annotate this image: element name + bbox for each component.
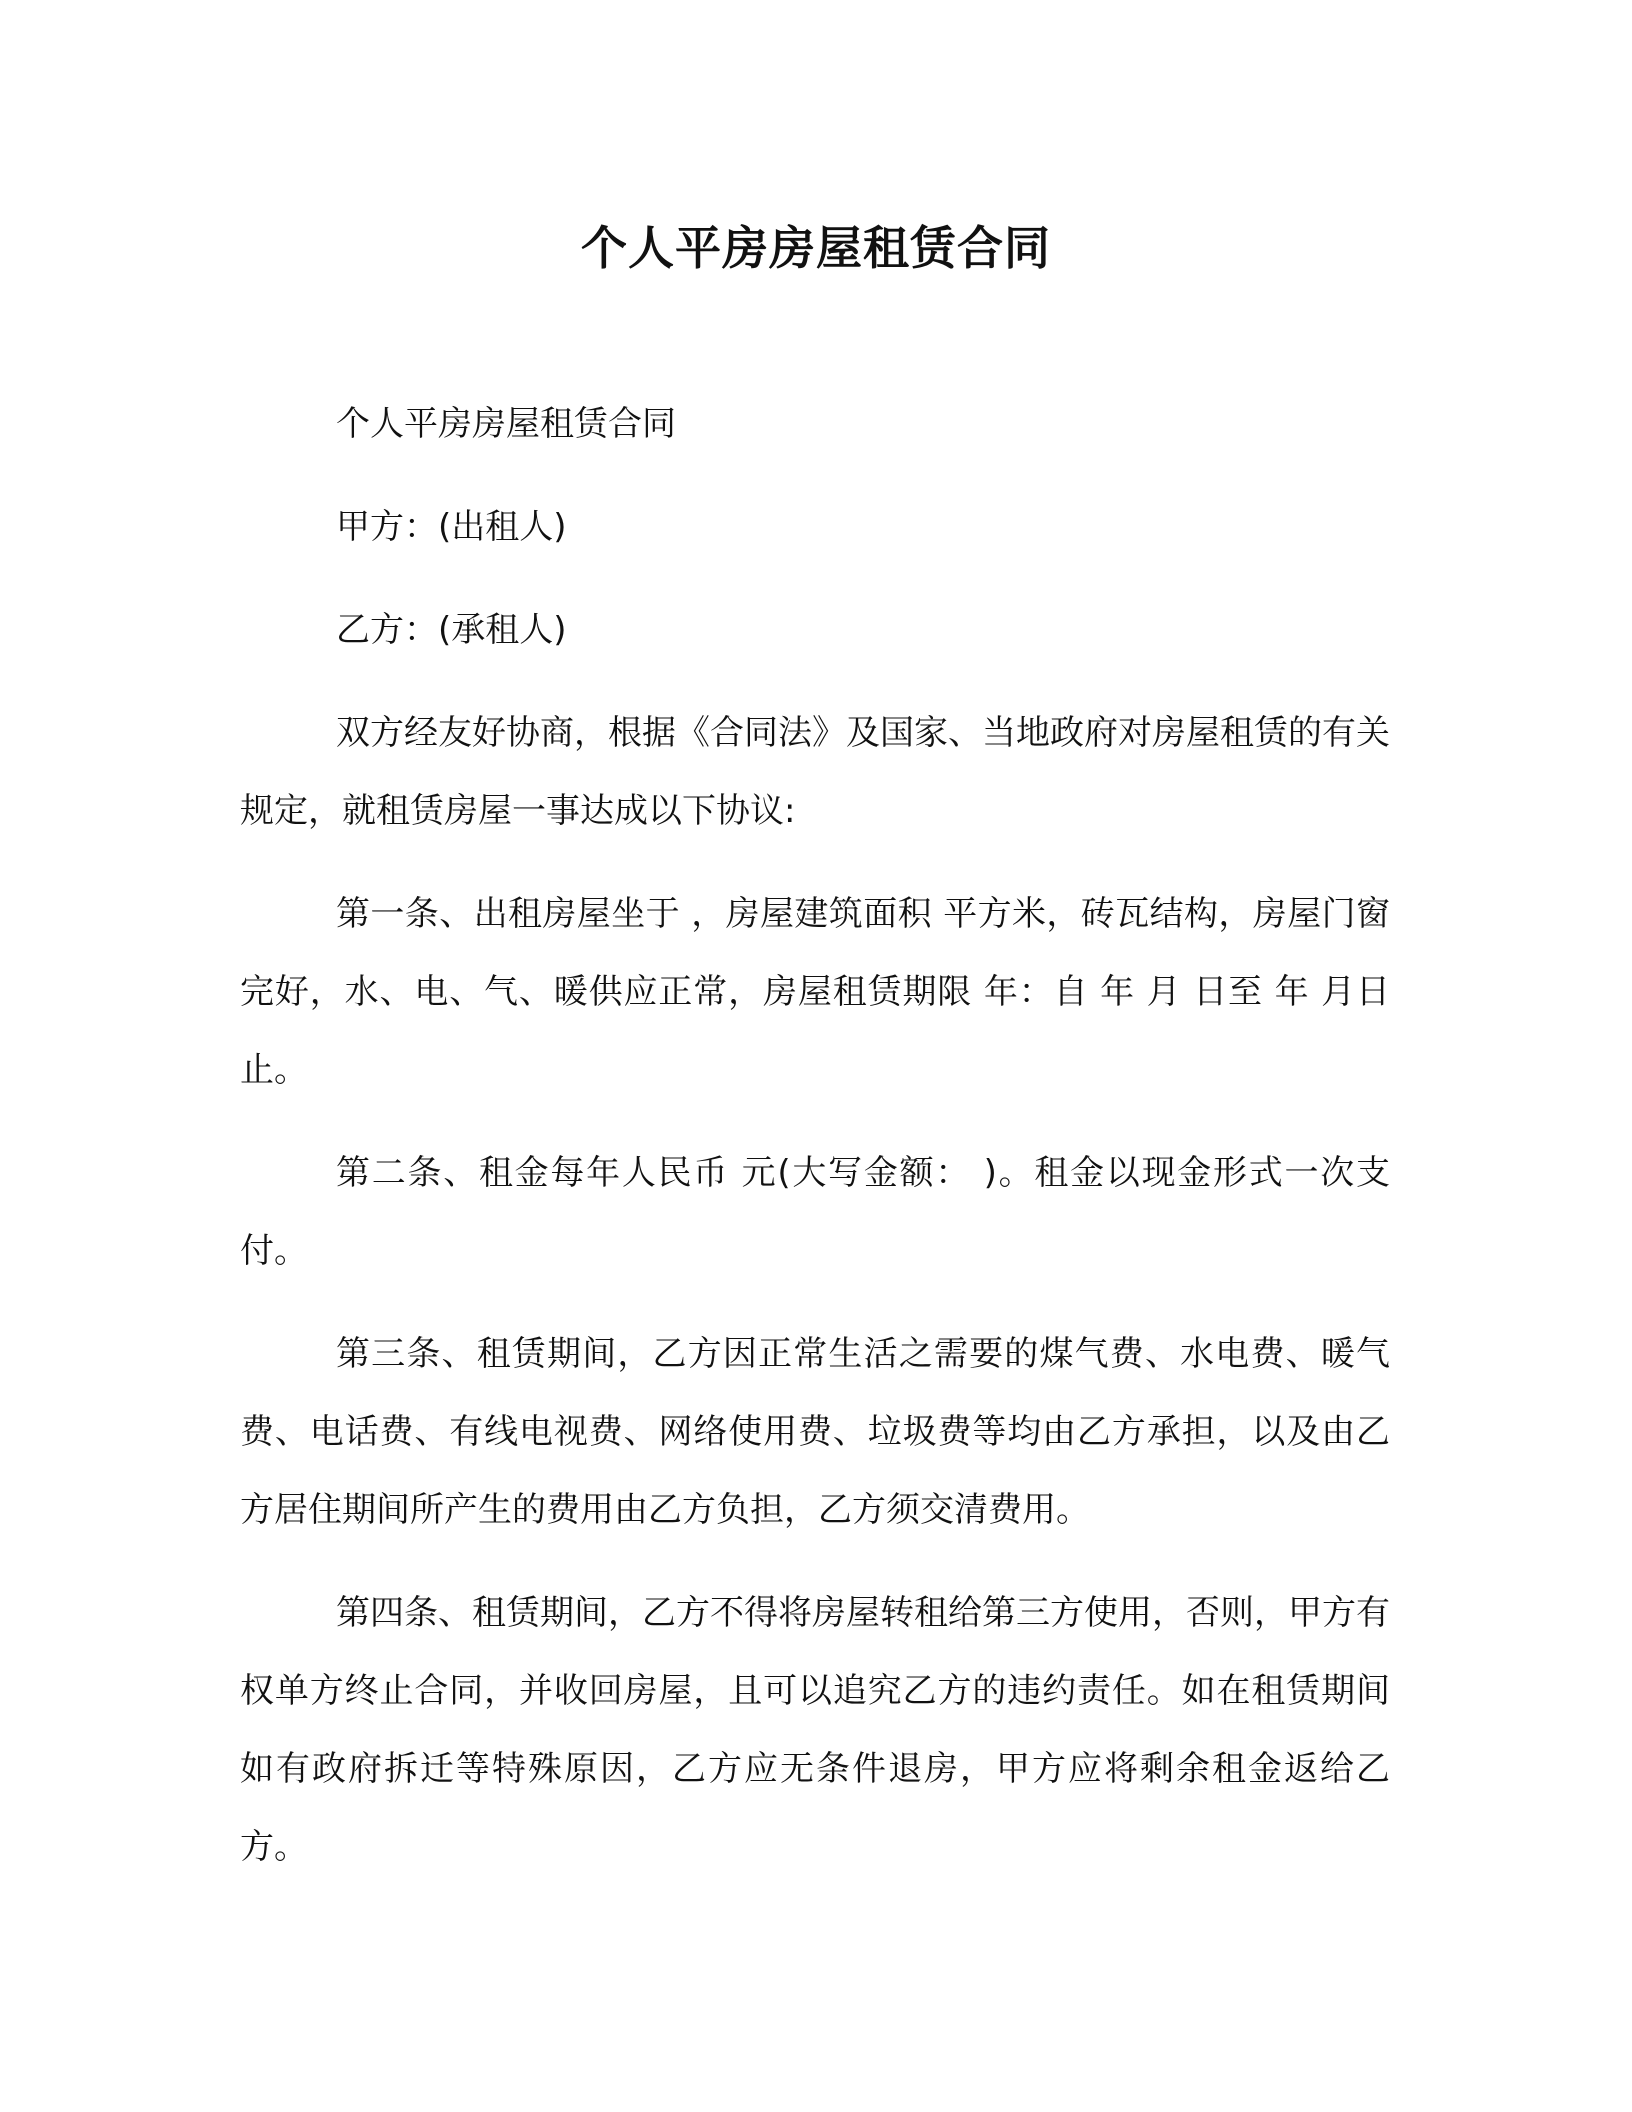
article-1-paragraph: 第一条、出租房屋坐于 ，房屋建筑面积 平方米，砖瓦结构，房屋门窗完好，水、电、气、暖供应正常，房屋租赁期限 年：自 年 月 日至 年 月日止。 <box>240 894 1390 1090</box>
article-4-paragraph: 第四条、租赁期间，乙方不得将房屋转租给第三方使用，否则，甲方有权单方终止合同，并收回房屋，且可以追究乙方的违约责任。如在租赁期间如有政府拆迁等特殊原因，乙方应无条件退房，甲方应将剩余租金返给乙方。 <box>240 1593 1390 1867</box>
party-b-line: 乙方：(承租人) <box>336 610 567 650</box>
article-2-paragraph: 第二条、租金每年人民币 元(大写金额： )。租金以现金形式一次支付。 <box>240 1153 1390 1271</box>
contract-heading-line: 个人平房房屋租赁合同 <box>336 404 676 444</box>
article-3-paragraph: 第三条、租赁期间，乙方因正常生活之需要的煤气费、水电费、暖气费、电话费、有线电视费、网络使用费、垃圾费等均由乙方承担，以及由乙方居住期间所产生的费用由乙方负担，乙方须交清费用。 <box>240 1334 1390 1530</box>
preamble-paragraph: 双方经友好协商，根据《合同法》及国家、当地政府对房屋租赁的有关规定，就租赁房屋一事达成以下协议: <box>240 713 1390 831</box>
party-a-line: 甲方：(出租人) <box>336 507 567 547</box>
document-title: 个人平房房屋租赁合同 <box>581 221 1051 275</box>
document-body <box>240 385 1390 1911</box>
